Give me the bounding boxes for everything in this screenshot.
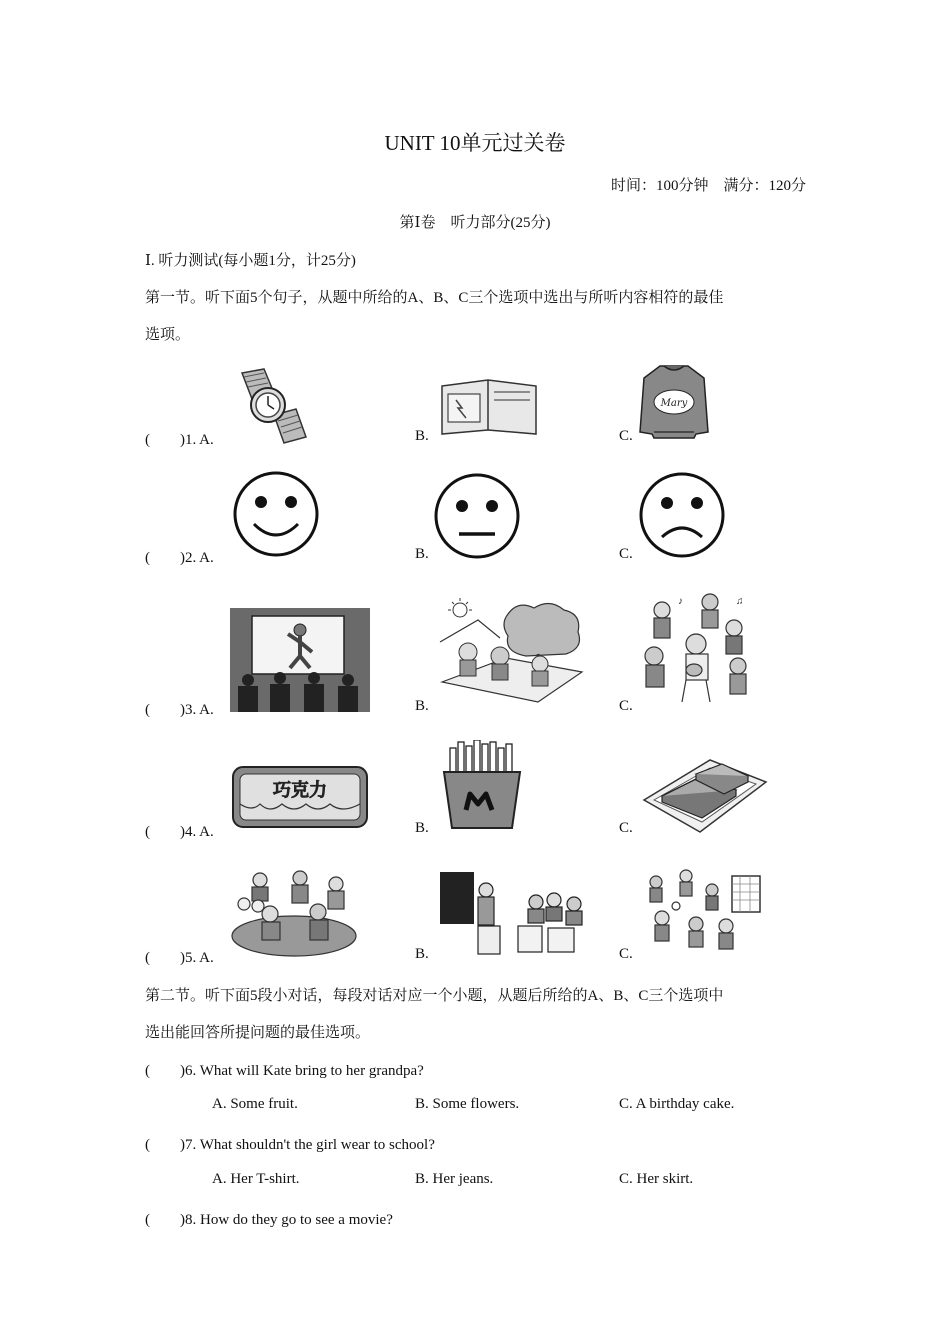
- picnic-picture: [438, 598, 584, 704]
- page-title: UNIT 10单元过关卷: [384, 131, 566, 155]
- question-7-option-a: A. Her T-shirt.: [212, 1171, 300, 1187]
- question-2-option-b: B.: [415, 546, 429, 562]
- question-1-option-c: C.: [619, 428, 633, 444]
- question-4-option-b: B.: [415, 820, 429, 836]
- sad-face-picture: [638, 471, 726, 559]
- question-4-option-c: C.: [619, 820, 633, 836]
- question-5-option-b: B.: [415, 946, 429, 962]
- section1-instruction-line2: 选项。: [145, 327, 191, 343]
- neutral-face-picture: [433, 472, 521, 560]
- sweater-picture: [638, 362, 710, 442]
- question-7-option-b: B. Her jeans.: [415, 1171, 494, 1187]
- wallet-picture: [438, 376, 540, 438]
- question-2-option-c: C.: [619, 546, 633, 562]
- question-5-label: ( )5. A.: [145, 950, 214, 966]
- time-score-info: 时间：100分钟 满分：120分: [610, 178, 806, 194]
- section1-heading: Ⅰ. 听力测试(每小题1分，计25分): [145, 253, 356, 269]
- chocolate-bar-picture: [230, 764, 370, 830]
- question-7-option-c: C. Her skirt.: [619, 1171, 694, 1187]
- question-2-label: ( )2. A.: [145, 550, 214, 566]
- question-3-option-b: B.: [415, 698, 429, 714]
- question-1-option-b: B.: [415, 428, 429, 444]
- party-picture: [638, 590, 754, 708]
- svg-text:♫: ♫: [736, 596, 744, 607]
- question-6-stem: ( )6. What will Kate bring to her grandpa?: [145, 1063, 424, 1079]
- svg-text:♪: ♪: [678, 596, 683, 607]
- question-6-option-a: A. Some fruit.: [212, 1096, 298, 1112]
- watch-picture: [230, 365, 310, 445]
- section2-instruction-line2: 选出能回答所提问题的最佳选项。: [145, 1025, 371, 1041]
- question-8-stem: ( )8. How do they go to see a movie?: [145, 1212, 393, 1228]
- playground-picture: [640, 866, 762, 956]
- section1-instruction-line1: 第一节。听下面5个句子，从题中所给的A、B、C三个选项中选出与所听内容相符的最佳: [145, 290, 724, 306]
- question-4-label: ( )4. A.: [145, 824, 214, 840]
- sandwich-picture: [640, 756, 770, 836]
- classroom-picture: [438, 868, 588, 958]
- movie-theater-picture: [230, 608, 370, 712]
- question-1-label: ( )1. A.: [145, 432, 214, 448]
- chocolate-text: 巧克力: [273, 780, 327, 801]
- sweater-text: Mary: [660, 398, 688, 409]
- happy-face-picture: [232, 470, 320, 558]
- question-3-label: ( )3. A.: [145, 702, 214, 718]
- question-6-option-c: C. A birthday cake.: [619, 1096, 735, 1112]
- part-title: 第Ⅰ卷 听力部分(25分): [399, 215, 551, 231]
- question-7-stem: ( )7. What shouldn't the girl wear to school?: [145, 1137, 435, 1153]
- question-6-option-b: B. Some flowers.: [415, 1096, 520, 1112]
- french-fries-picture: [442, 740, 522, 830]
- question-5-option-c: C.: [619, 946, 633, 962]
- band-performance-picture: [230, 866, 358, 958]
- question-3-option-c: C.: [619, 698, 633, 714]
- section2-instruction-line1: 第二节。听下面5段小对话，每段对话对应一个小题，从题后所给的A、B、C三个选项中: [145, 988, 724, 1004]
